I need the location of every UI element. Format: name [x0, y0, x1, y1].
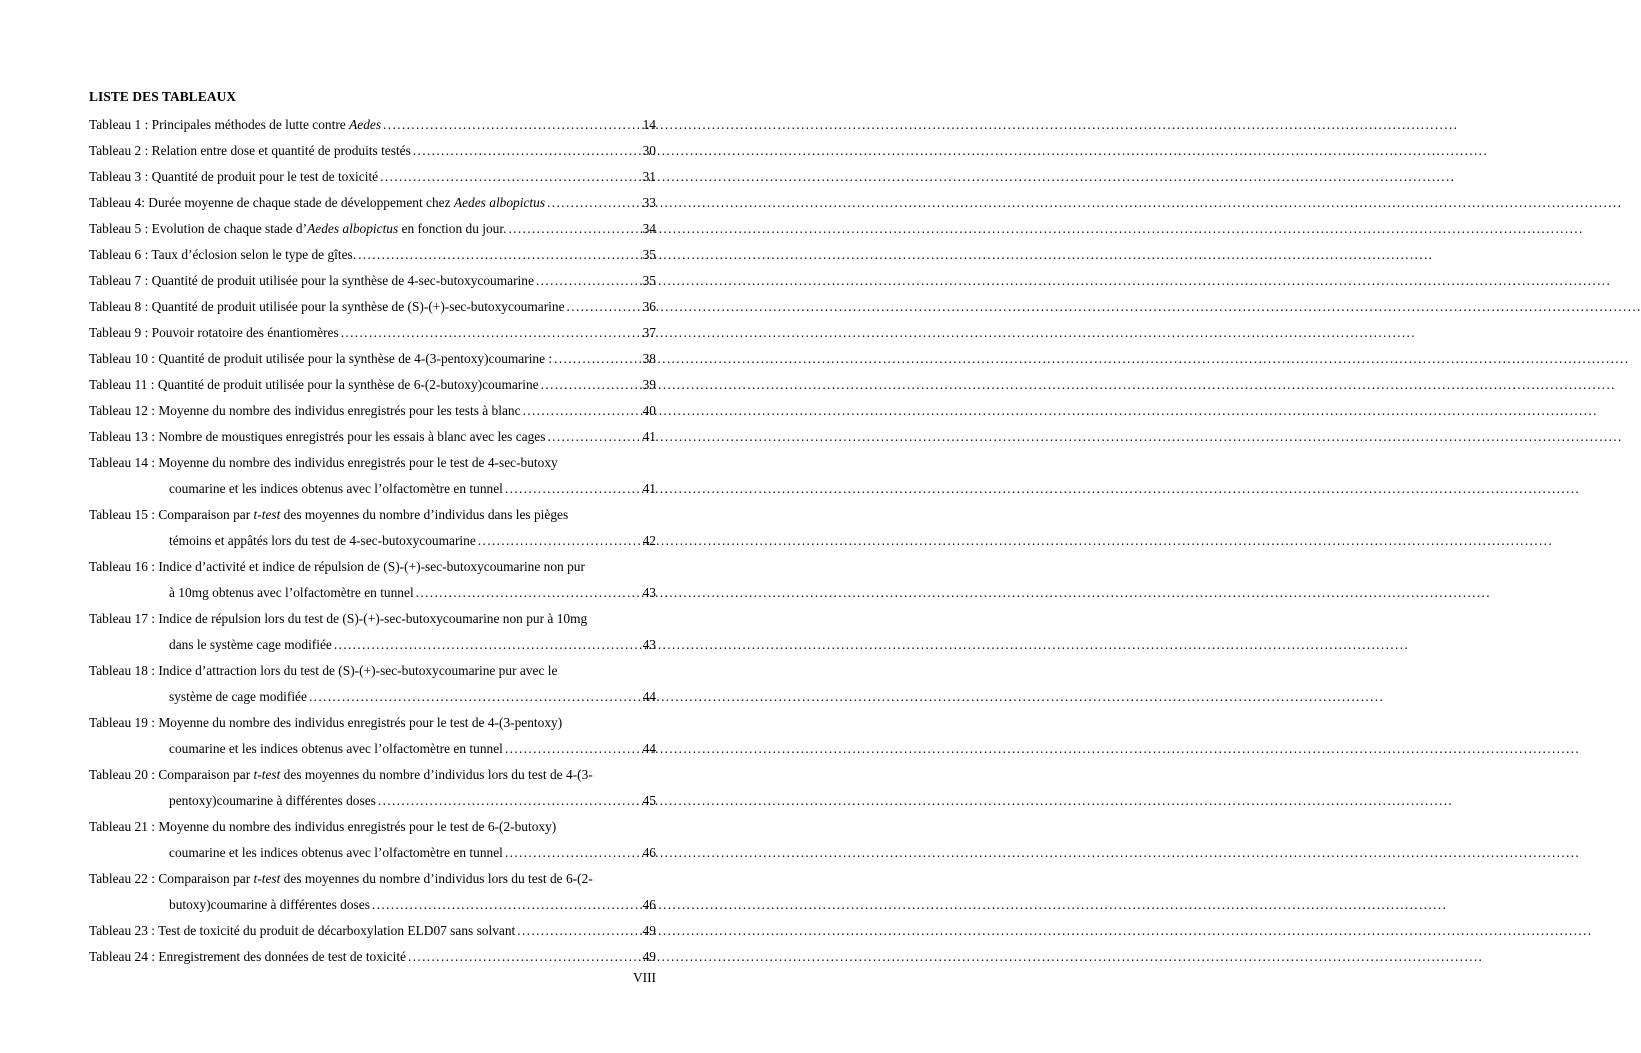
dot-leader: [372, 892, 641, 918]
entry-text: Tableau 14 : Moyenne du nombre des individus enregistrés pour le test de 4-sec-butoxy: [89, 455, 558, 470]
dot-leader: [383, 112, 641, 138]
dot-leader: [554, 346, 640, 372]
entry-text: Tableau 8 : Quantité de produit utilisée pour la synthèse de (S)-(+)-sec-butoxycoumarine: [89, 299, 565, 314]
page-number: 49: [642, 923, 656, 938]
entry-text-tail: des moyennes du nombre d’individus lors du test de 4-(3-: [280, 767, 593, 782]
page-number: 14: [642, 117, 656, 132]
dot-leader: [547, 190, 641, 216]
page-number: 41: [642, 481, 656, 496]
entry-text: Tableau 24 : Enregistrement des données de test de toxicité: [89, 949, 406, 964]
entry-text: Tableau 19 : Moyenne du nombre des individus enregistrés pour le test de 4-(3-pentoxy): [89, 715, 563, 730]
toc-entry-20[interactable]: [89, 762, 656, 814]
page-number: 44: [642, 741, 656, 756]
page-folio: VIII: [632, 970, 656, 985]
entry-text-continued: témoins et appâtés lors du test de 4-sec-butoxycoumarine: [169, 533, 476, 548]
dot-leader: [358, 242, 641, 268]
page-number: 35: [642, 247, 656, 262]
toc-entry-23[interactable]: [89, 918, 656, 944]
entry-text: Tableau 13 : Nombre de moustiques enregistrés pour les essais à blanc avec les cages: [89, 429, 546, 444]
entry-text-continued: à 10mg obtenus avec l’olfactomètre en tunnel: [169, 585, 414, 600]
page-number: 46: [642, 897, 656, 912]
toc-entry-7[interactable]: [89, 268, 656, 294]
toc-entry-6[interactable]: [89, 242, 656, 268]
entry-text: Tableau 6 : Taux d’éclosion selon le type de gîtes.: [89, 247, 357, 262]
dot-leader: [408, 944, 641, 970]
entry-text-continued: dans le système cage modifiée: [169, 637, 332, 652]
page-number: 46: [642, 845, 656, 860]
toc-entry-19[interactable]: [89, 710, 656, 762]
toc-entry-1[interactable]: [89, 112, 656, 138]
dot-leader: [478, 528, 641, 554]
entry-text: Tableau 16 : Indice d’activité et indice de répulsion de (S)-(+)-sec-butoxycoumarine non pur: [89, 559, 585, 574]
dot-leader: [517, 918, 640, 944]
toc-entry-15[interactable]: [89, 502, 656, 554]
page-number: 34: [642, 221, 656, 236]
page-number: 41: [642, 429, 656, 444]
entry-text: Tableau 9 : Pouvoir rotatoire des énantiomères: [89, 325, 339, 340]
entry-text: Tableau 3 : Quantité de produit pour le test de toxicité: [89, 169, 379, 184]
entry-text: Tableau 22 : Comparaison par: [89, 871, 254, 886]
entry-text-tail: des moyennes du nombre d’individus dans les pièges: [280, 507, 569, 522]
toc-entry-12[interactable]: [89, 398, 656, 424]
entry-text: Tableau 2 : Relation entre dose et quantité de produits testés: [89, 143, 411, 158]
toc-entry-8[interactable]: [89, 294, 656, 320]
entry-text-italic: Aedes: [349, 117, 382, 132]
entry-text-tail: des moyennes du nombre d’individus lors du test de 6-(2-: [280, 871, 593, 886]
page-number: 44: [642, 689, 656, 704]
entry-text-continued: coumarine et les indices obtenus avec l’olfactomètre en tunnel: [169, 481, 503, 496]
page-number: 30: [642, 143, 656, 158]
entry-text: Tableau 7 : Quantité de produit utilisée pour la synthèse de 4-sec-butoxycoumarine: [89, 273, 534, 288]
dot-leader: [523, 398, 641, 424]
entry-text-continued: coumarine et les indices obtenus avec l’olfactomètre en tunnel: [169, 741, 503, 756]
toc-entry-18[interactable]: [89, 658, 656, 710]
page-number: 49: [642, 949, 656, 964]
dot-leader: [567, 294, 641, 320]
entry-text: Tableau 15 : Comparaison par: [89, 507, 254, 522]
toc-entry-3[interactable]: [89, 164, 656, 190]
entry-text: Tableau 1 : Principales méthodes de lutte contre: [89, 117, 350, 132]
entry-text: Tableau 21 : Moyenne du nombre des individus enregistrés pour le test de 6-(2-butoxy): [89, 819, 557, 834]
page-number: 38: [642, 351, 656, 366]
table-list: [89, 112, 656, 970]
entry-text: Tableau 5 : Evolution de chaque stade d’: [89, 221, 308, 236]
dot-leader: [380, 164, 641, 190]
page-number: 40: [642, 403, 656, 418]
entry-text: Tableau 17 : Indice de répulsion lors du test de (S)-(+)-sec-butoxycoumarine non pur à 10mg: [89, 611, 588, 626]
page-number: 43: [642, 585, 656, 600]
entry-text: Tableau 18 : Indice d’attraction lors du test de (S)-(+)-sec-butoxycoumarine pur avec le: [89, 663, 558, 678]
page-number: 42: [642, 533, 656, 548]
toc-entry-4[interactable]: [89, 190, 656, 216]
page-number: 35: [642, 273, 656, 288]
entry-text: Tableau 10 : Quantité de produit utilisée pour la synthèse de 4-(3-pentoxy)coumarine :: [89, 351, 553, 366]
toc-entry-17[interactable]: [89, 606, 656, 658]
entry-text-italic: t-test: [253, 767, 281, 782]
dot-leader: [378, 788, 641, 814]
entry-text: Tableau 12 : Moyenne du nombre des individus enregistrés pour les tests à blanc: [89, 403, 521, 418]
entry-text-italic: t-test: [253, 507, 281, 522]
entry-text-continued: butoxy)coumarine à différentes doses: [169, 897, 370, 912]
toc-entry-10[interactable]: [89, 346, 656, 372]
toc-entry-2[interactable]: [89, 138, 656, 164]
page-number: 36: [642, 299, 656, 314]
dot-leader: [536, 268, 641, 294]
entry-text: Tableau 23 : Test de toxicité du produit de décarboxylation ELD07 sans solvant: [89, 923, 516, 938]
toc-entry-14[interactable]: [89, 450, 656, 502]
toc-entry-5[interactable]: [89, 216, 656, 242]
entry-text: Tableau 11 : Quantité de produit utilisée pour la synthèse de 6-(2-butoxy)coumarine: [89, 377, 539, 392]
entry-text-continued: pentoxy)coumarine à différentes doses: [169, 793, 376, 808]
page-number: 45: [642, 793, 656, 808]
dot-leader: [505, 736, 641, 762]
dot-leader: [309, 684, 641, 710]
entry-text: Tableau 4: Durée moyenne de chaque stade de développement chez: [89, 195, 454, 210]
toc-entry-21[interactable]: [89, 814, 656, 866]
toc-entry-22[interactable]: [89, 866, 656, 918]
dot-leader: [505, 840, 641, 866]
entry-text-continued: coumarine et les indices obtenus avec l’olfactomètre en tunnel: [169, 845, 503, 860]
dot-leader: [416, 580, 641, 606]
toc-entry-13[interactable]: [89, 424, 656, 450]
page-number: 39: [642, 377, 656, 392]
dot-leader: [413, 138, 641, 164]
entry-text-italic: Aedes albopictus: [453, 195, 546, 210]
page-number: 33: [642, 195, 656, 210]
entry-text: Tableau 20 : Comparaison par: [89, 767, 254, 782]
dot-leader: [341, 320, 641, 346]
toc-entry-11[interactable]: [89, 372, 656, 398]
toc-entry-24[interactable]: [89, 944, 656, 970]
page-title: LISTE DES TABLEAUX: [89, 89, 237, 104]
dot-leader: [547, 424, 640, 450]
entry-text-italic: Aedes albopictus: [307, 221, 399, 236]
page-number: 43: [642, 637, 656, 652]
page-number: 37: [642, 325, 656, 340]
toc-entry-9[interactable]: [89, 320, 656, 346]
entry-text-continued: système de cage modifiée: [169, 689, 307, 704]
toc-entry-16[interactable]: [89, 554, 656, 606]
entry-text-italic: t-test: [253, 871, 281, 886]
page-number: 31: [642, 169, 656, 184]
dot-leader: [505, 476, 641, 502]
entry-text-tail: en fonction du jour.: [398, 221, 507, 236]
dot-leader: [334, 632, 641, 658]
dot-leader: [541, 372, 641, 398]
dot-leader: [508, 216, 640, 242]
